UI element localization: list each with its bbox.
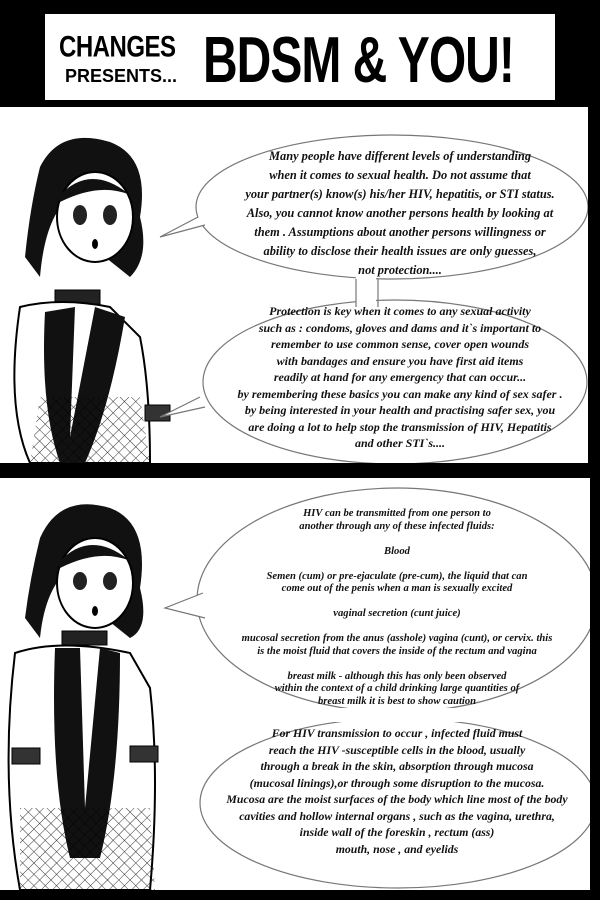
bubble-text-line: not protection.... <box>358 263 442 277</box>
bubble-text-line: Many people have different levels of understanding <box>268 149 532 163</box>
bubble-text-line: vaginal secretion (cunt juice) <box>333 608 461 619</box>
bubble-text-line <box>192 558 600 571</box>
bubble-text-line: by remembering these basics you can make any kind of sex safer . <box>237 386 563 401</box>
character-figure-2 <box>9 504 158 890</box>
bubble-text-line: when it comes to sexual health. Do not assume that <box>269 168 531 182</box>
bubble-text-line: HIV can be transmitted from one person to <box>303 508 491 519</box>
bubble-text-line: such as : condoms, gloves and dams and it`s important to <box>258 320 542 335</box>
comic-title: BDSM & YOU! <box>203 25 514 97</box>
bubble-text-line: inside wall of the foreskin , rectum (ass) <box>299 825 495 839</box>
bubble-text-line: your partner(s) know(s) his/her HIV, hepatitis, or STI status. <box>245 187 555 201</box>
bubble-text-line: (mucosal linings),or through some disruption to the mucosa. <box>249 775 545 790</box>
bubble-text-line: come out of the penis when a man is sexually excited <box>281 583 513 594</box>
title-banner <box>45 14 555 100</box>
bubble-3-text <box>192 508 600 708</box>
character-figure-1 <box>14 138 170 463</box>
bubble-text-line <box>192 621 600 634</box>
bubble-text-line: remember to use common sense, cover open wounds <box>271 337 529 351</box>
bubble-text-line: them . Assumptions about another persons willingness or <box>254 225 546 239</box>
bubble-text-line: reach the HIV -susceptible cells in the blood, usually <box>268 742 526 757</box>
bubble-text-line: are doing a lot to help stop the transmission of HIV, Hepatitis <box>248 419 552 434</box>
bubble-text-line: breast milk - although this has only been observed <box>287 670 507 682</box>
bubble-text-line: breast milk it is best to show caution <box>317 695 477 707</box>
bubble-text-line: and other STI`s.... <box>354 436 446 450</box>
bubble-text-line: Protection is key when it comes to any sexual activity <box>269 304 531 318</box>
bubble-text-line: another through any of these infected fluids: <box>299 520 495 532</box>
bubble-text-line: Also, you cannot know another persons health by looking at <box>246 206 554 220</box>
bubble-text-line <box>192 533 600 546</box>
bubble-text-line: mouth, nose , and eyelids <box>335 841 459 856</box>
bubble-text-line: cavities and hollow internal organs , such as the vagina, urethra, <box>239 808 555 823</box>
bubble-text-line: ability to disclose their health issues are only guesses, <box>263 244 537 258</box>
bubble-text-line: For HIV transmission to occur , infected fluid must <box>271 726 523 740</box>
bubble-text-line <box>192 658 600 671</box>
bubble-text-line: is the moist fluid that covers the inside of the rectum and vagina <box>257 645 537 657</box>
bubble-text-line: through a break in the skin, absorption through mucosa <box>260 759 534 773</box>
publisher-name: CHANGES <box>59 30 176 64</box>
bubble-text-line: by being interested in your health and practising safer sex, you <box>244 403 556 417</box>
bubble-1-text <box>200 147 600 280</box>
bubble-text-line: mucosal secretion from the anus (asshole) vagina (cunt), or cervix. this <box>241 633 553 644</box>
bubble-text-line: with bandages and ensure you have first aid items <box>276 353 524 368</box>
bubble-2-text <box>200 303 600 452</box>
bubble-4-text <box>192 725 600 857</box>
bubble-text-line: Blood <box>384 545 410 557</box>
bubble-text-line: Semen (cum) or pre-ejaculate (pre-cum), the liquid that can <box>266 570 528 582</box>
comic-panel-1 <box>0 107 588 463</box>
bubble-text-line <box>192 596 600 609</box>
comic-panel-2 <box>0 478 590 890</box>
bubble-text-line: within the context of a child drinking large quantities of <box>274 683 520 694</box>
bubble-text-line: Mucosa are the moist surfaces of the body which line most of the body <box>226 792 568 806</box>
bubble-text-line: readily at hand for any emergency that can occur... <box>273 370 527 384</box>
presents-label: PRESENTS... <box>65 66 178 86</box>
